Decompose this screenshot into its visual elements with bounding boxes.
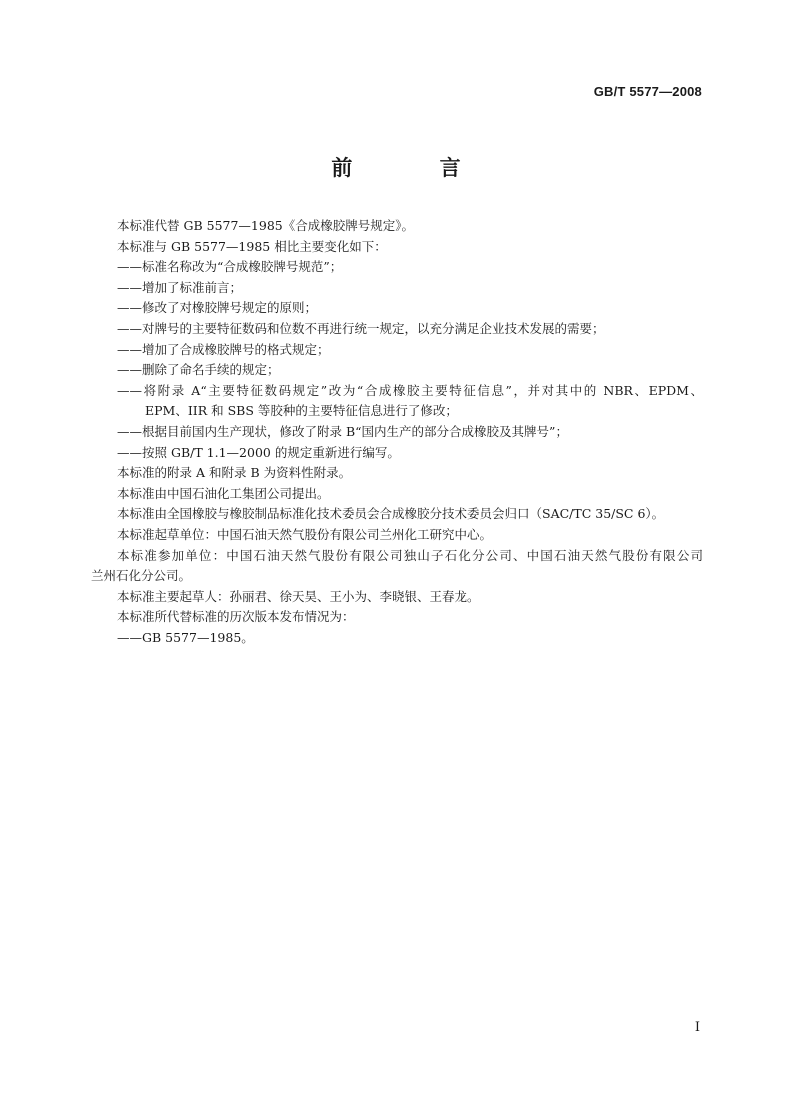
paragraph-changes-intro: 本标准与 GB 5577—1985 相比主要变化如下： <box>117 238 387 254</box>
list-item: ——增加了合成橡胶牌号的格式规定； <box>117 341 330 357</box>
list-item: ——修改了对橡胶牌号规定的原则； <box>117 300 318 316</box>
paragraph-drafters: 本标准主要起草人：孙丽君、徐天昊、王小为、李晓银、王春龙。 <box>117 588 480 604</box>
list-item: ——增加了标准前言； <box>117 279 243 295</box>
list-item: ——GB 5577—1985。 <box>117 629 254 645</box>
list-item: ——将附录 A“主要特征数码规定”改为“合成橡胶主要特征信息”，并对其中的 NBR、EPDM、 <box>117 382 703 398</box>
standard-code: GB/T 5577—2008 <box>593 84 702 99</box>
paragraph-managed-by: 本标准由全国橡胶与橡胶制品标准化技术委员会合成橡胶分技术委员会归口（SAC/TC 35/SC 6）。 <box>117 506 665 522</box>
list-item-continuation: EPM、IIR 和 SBS 等胶种的主要特征信息进行了修改； <box>145 403 458 419</box>
list-item: ——根据目前国内生产现状，修改了附录 B“国内生产的部分合成橡胶及其牌号”； <box>117 423 568 439</box>
paragraph-participating-units-continuation: 兰州石化分公司。 <box>91 568 192 584</box>
page-title: 前 言 <box>331 156 501 180</box>
list-item: ——按照 GB/T 1.1—2000 的规定重新进行编写。 <box>117 444 400 460</box>
paragraph-participating-units: 本标准参加单位：中国石油天然气股份有限公司独山子石化分公司、中国石油天然气股份有限公司 <box>117 547 703 563</box>
paragraph-appendices: 本标准的附录 A 和附录 B 为资料性附录。 <box>117 465 352 481</box>
foreword-body <box>91 216 703 648</box>
paragraph-proposed-by: 本标准由中国石油化工集团公司提出。 <box>117 485 330 501</box>
paragraph-history-intro: 本标准所代替标准的历次版本发布情况为： <box>117 609 355 625</box>
page-number: I <box>694 1020 700 1035</box>
list-item: ——标准名称改为“合成橡胶牌号规范”； <box>117 259 343 275</box>
paragraph-drafting-unit: 本标准起草单位：中国石油天然气股份有限公司兰州化工研究中心。 <box>117 526 493 542</box>
list-item: ——删除了命名手续的规定； <box>117 362 280 378</box>
paragraph-replaces: 本标准代替 GB 5577—1985《合成橡胶牌号规定》。 <box>117 218 414 233</box>
list-item: ——对牌号的主要特征数码和位数不再进行统一规定，以充分满足企业技术发展的需要； <box>117 320 605 336</box>
